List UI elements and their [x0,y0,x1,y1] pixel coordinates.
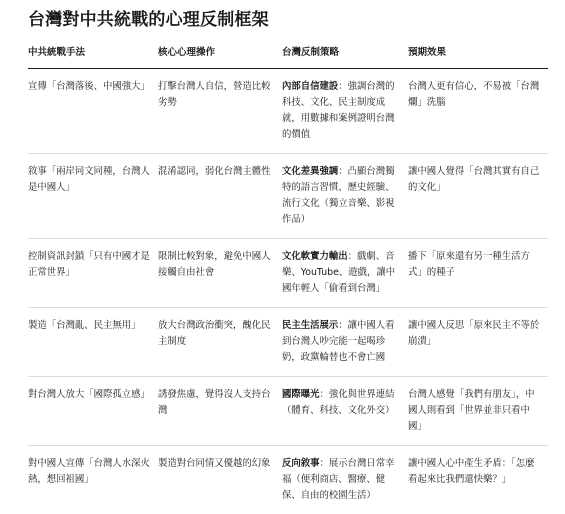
strategy-title: 民主生活展示 [282,320,338,331]
cell-strategy [282,377,408,446]
framework-table [28,40,548,514]
cell-tactic: 製造「台灣亂、民主無用」 [28,308,158,377]
cell-mechanism: 製造對台同情又優越的幻象 [158,446,282,514]
strategy-text: ：讓中國人看到台灣人吵完能一起喝珍奶，政黨輪替也不會亡國 [282,320,395,363]
cell-effect: 讓中國人反思「原來民主不等於崩潰」 [408,308,548,377]
cell-mechanism: 混淆認同，弱化台灣主體性 [158,154,282,239]
column-header-effect: 預期效果 [408,40,548,69]
table-header-row [28,40,548,69]
document-page [28,0,548,514]
cell-strategy [282,154,408,239]
cell-tactic: 宣傳「台灣落後、中國強大」 [28,69,158,154]
cell-mechanism: 打擊台灣人自信，營造比較劣勢 [158,69,282,154]
cell-effect: 台灣人更有信心，不易被「台灣爛」洗腦 [408,69,548,154]
cell-effect: 播下「原來還有另一種生活方式」的種子 [408,239,548,308]
cell-effect: 台灣人感覺「我們有朋友」，中國人則看到「世界並非只看中國」 [408,377,548,446]
column-header-strategy: 台灣反制策略 [282,40,408,69]
strategy-title: 反向敘事 [282,458,320,469]
cell-mechanism: 限制比較對象，避免中國人接觸自由社會 [158,239,282,308]
page-title: 台灣對中共統戰的心理反制框架 [28,9,548,31]
cell-effect: 讓中國人心中產生矛盾：「怎麼看起來比我們還快樂？」 [408,446,548,514]
strategy-title: 文化軟實力輸出 [282,251,348,262]
cell-tactic: 敘事「兩岸同文同種，台灣人是中國人」 [28,154,158,239]
strategy-text: ：強調台灣的科技、文化、民主制度成就，用數據和案例證明台灣的價值 [282,81,395,140]
strategy-text: ：凸顯台灣獨特的語言習慣、歷史經驗、流行文化（獨立音樂、影視作品） [282,166,395,225]
table-row [28,154,548,239]
table-row [28,308,548,377]
cell-effect: 讓中國人覺得「台灣其實有自己的文化」 [408,154,548,239]
strategy-title: 國際曝光 [282,389,320,400]
cell-strategy [282,446,408,514]
strategy-title: 文化差異強調 [282,166,338,177]
table-row [28,377,548,446]
cell-tactic: 控制資訊封鎖「只有中國才是正常世界」 [28,239,158,308]
cell-tactic: 對中國人宣傳「台灣人水深火熱，想回祖國」 [28,446,158,514]
cell-mechanism: 放大台灣政治衝突，醜化民主制度 [158,308,282,377]
column-header-tactic: 中共統戰手法 [28,40,158,69]
cell-strategy [282,239,408,308]
strategy-text: ：展示台灣日常幸福（便利商店、醫療、健保、自由的校園生活） [282,458,395,501]
column-header-mechanism: 核心心理操作 [158,40,282,69]
table-row [28,69,548,154]
strategy-text: ：戲劇、音樂、YouTube、遊戲，讓中國年輕人「偷看到台灣」 [282,251,395,294]
table-row [28,446,548,514]
cell-strategy [282,308,408,377]
cell-mechanism: 誘發焦慮，覺得沒人支持台灣 [158,377,282,446]
table-row [28,239,548,308]
cell-tactic: 對台灣人放大「國際孤立感」 [28,377,158,446]
cell-strategy [282,69,408,154]
strategy-title: 內部自信建設 [282,81,338,92]
strategy-text: ：強化與世界連結（體育、科技、文化外交） [282,389,395,416]
